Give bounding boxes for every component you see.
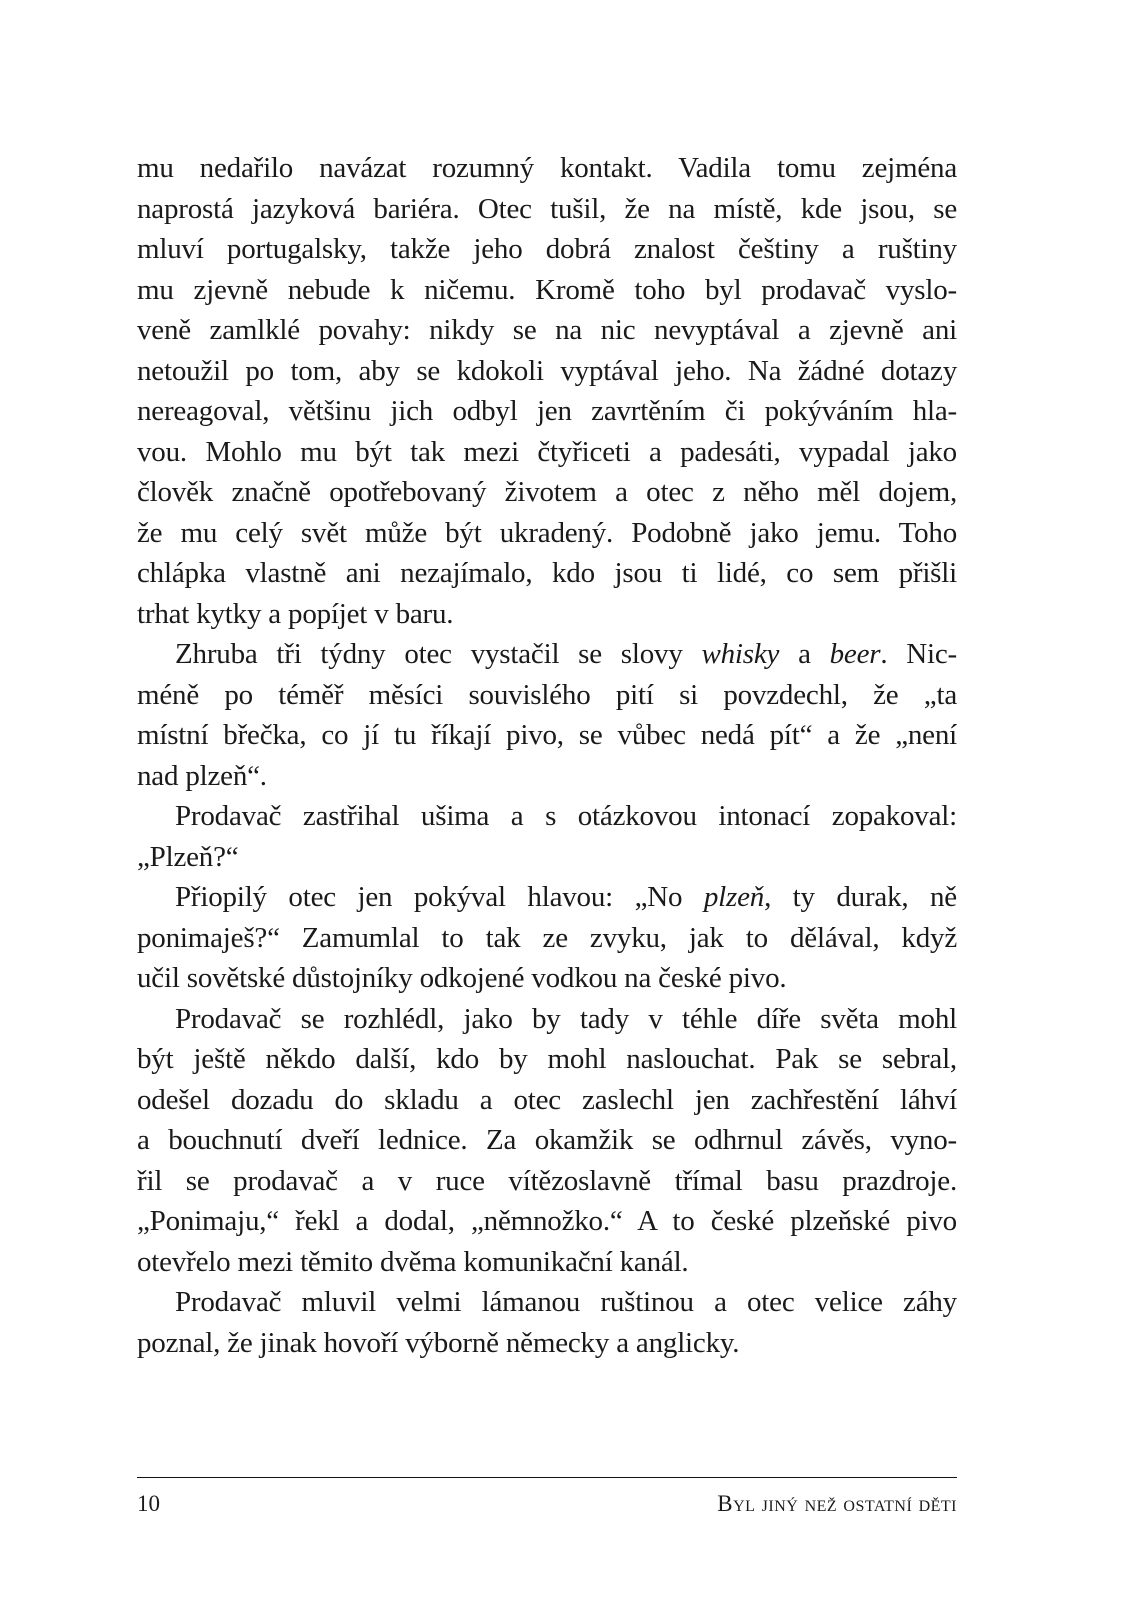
- text-line: veně zamlklé povahy: nikdy se na nic nevyptával a zjevně ani: [137, 314, 957, 346]
- body-text: [137, 148, 957, 1363]
- paragraph-start-line: Prodavač zastřihal ušima a s otázkovou intonací zopakoval:: [175, 800, 957, 832]
- paragraph-start-line: Prodavač se rozhlédl, jako by tady v téhle díře světa mohl: [175, 1002, 957, 1035]
- text-run: , ty durak, ně: [764, 881, 957, 913]
- text-line: být ještě někdo další, kdo by mohl naslouchat. Pak se sebral,: [137, 1043, 957, 1075]
- paragraph-end-line: trhat kytky a popíjet v baru.: [137, 597, 454, 630]
- italic-word: beer: [829, 638, 881, 670]
- text-line: mu zjevně nebude k ničemu. Kromě toho byl prodavač vyslo-: [137, 273, 957, 306]
- text-line: chlápka vlastně ani nezajímalo, kdo jsou ti lidé, co sem přišli: [137, 557, 957, 589]
- text-run: a: [779, 638, 830, 670]
- paragraph-start-line: Prodavač mluvil velmi lámanou ruštinou a otec velice záhy: [175, 1286, 957, 1318]
- italic-word: whisky: [701, 638, 780, 670]
- text-line: odešel dozadu do skladu a otec zaslechl jen zachřestění láhví: [137, 1083, 957, 1116]
- text-line: řil se prodavač a v ruce vítězoslavně třímal basu prazdroje.: [137, 1164, 957, 1197]
- paragraph-start-line: [137, 634, 957, 675]
- text-line: mluví portugalsky, takže jeho dobrá znalost češtiny a ruštiny: [137, 233, 957, 265]
- text-line: mu nedařilo navázat rozumný kontakt. Vadila tomu zejména: [137, 152, 957, 184]
- text-line: člověk značně opotřebovaný životem a otec z něho měl dojem,: [137, 476, 957, 508]
- paragraph-start-line: [137, 877, 957, 918]
- text-line: ponimaješ?“ Zamumlal to tak ze zvyku, jak to dělával, když: [137, 921, 957, 954]
- text-run: Přiopilý otec jen pokýval hlavou: „No: [175, 881, 704, 913]
- text-line: méně po téměř měsíci souvislého pití si povzdechl, že „ta: [137, 678, 957, 711]
- text-run: Zhruba tři týdny otec vystačil se slovy: [175, 638, 702, 670]
- footer-rule: [137, 1477, 957, 1478]
- text-line: vou. Mohlo mu být tak mezi čtyřiceti a padesáti, vypadal jako: [137, 435, 957, 468]
- paragraph-end-line: otevřelo mezi těmito dvěma komunikační kanál.: [137, 1245, 689, 1278]
- running-head: Byl jiný než ostatní děti: [717, 1491, 957, 1516]
- page-footer: [137, 1486, 957, 1522]
- text-line: místní břečka, co jí tu říkají pivo, se vůbec nedá pít“ a že „není: [137, 719, 957, 751]
- paragraph-end-line: učil sovětské důstojníky odkojené vodkou na české pivo.: [137, 962, 787, 994]
- page-number: 10: [137, 1491, 160, 1516]
- italic-word: plzeň: [703, 881, 765, 913]
- text-line: a bouchnutí dveří lednice. Za okamžik se odhrnul závěs, vyno-: [137, 1124, 957, 1156]
- text-line: nereagoval, většinu jich odbyl jen zavrtěním či pokýváním hla-: [137, 395, 957, 427]
- paragraph-end-line: „Plzeň?“: [137, 840, 239, 873]
- text-run: . Nic-: [880, 638, 957, 670]
- paragraph-end-line: poznal, že jinak hovoří výborně německy a anglicky.: [137, 1326, 740, 1359]
- paragraph-end-line: nad plzeň“.: [137, 759, 267, 792]
- text-line: naprostá jazyková bariéra. Otec tušil, že na místě, kde jsou, se: [137, 192, 957, 225]
- text-line: že mu celý svět může být ukradený. Podobně jako jemu. Toho: [137, 516, 957, 549]
- text-line: „Ponimaju,“ řekl a dodal, „němnožko.“ A to české plzeňské pivo: [137, 1205, 957, 1237]
- text-line: netoužil po tom, aby se kdokoli vyptával jeho. Na žádné dotazy: [137, 354, 957, 387]
